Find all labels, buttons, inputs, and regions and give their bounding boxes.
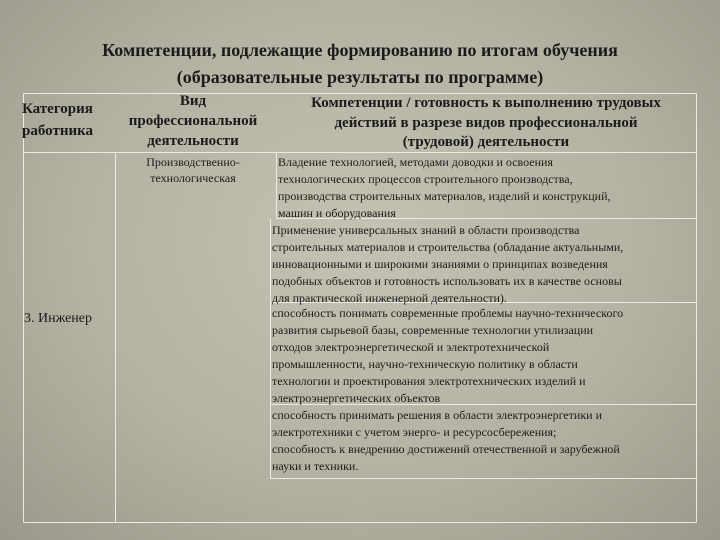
competency-line: инновационными и широкими знаниями о принципах возведения bbox=[272, 257, 608, 271]
activity-type-cell bbox=[118, 154, 268, 186]
title-line-1: Компетенции, подлежащие формированию по итогам обучения bbox=[102, 40, 618, 60]
header-competence-line: (трудовой) деятельности bbox=[402, 134, 570, 150]
competency-line: технологических процессов строительного производства, bbox=[278, 172, 573, 186]
competency-line: способность принимать решения в области электроэнергетики и bbox=[272, 408, 602, 422]
competency-line: Владение технологией, методами доводки и освоения bbox=[278, 155, 553, 169]
header-activity-line: профессиональной bbox=[128, 113, 258, 129]
header-activity-line: Вид bbox=[179, 93, 207, 109]
competency-cell bbox=[272, 222, 693, 307]
header-competence-line: Компетенции / готовность к выполнению трудовых bbox=[311, 95, 661, 111]
competency-cell bbox=[278, 154, 693, 222]
competency-line: Применение универсальных знаний в области производства bbox=[272, 223, 580, 237]
competency-line: способность понимать современные проблемы научно-технического bbox=[272, 306, 624, 320]
competency-line: способность к внедрению достижений отечественной и зарубежной bbox=[272, 442, 620, 456]
competency-cell bbox=[272, 407, 693, 475]
competency-line: отходов электроэнергетической и электротехнической bbox=[272, 340, 550, 354]
competency-line: промышленности, научно-техническую политику в области bbox=[272, 357, 578, 371]
header-competence bbox=[276, 94, 696, 153]
competency-line: технологии и проектирования электротехнических изделий и bbox=[272, 374, 586, 388]
competency-line: подобных объектов и готовность использовать их в качестве основы bbox=[272, 274, 622, 288]
slide-title bbox=[20, 37, 700, 91]
competency-line: для практической инженерной деятельности). bbox=[272, 291, 507, 305]
header-competence-line: действий в разрезе видов профессиональной bbox=[334, 114, 638, 131]
activity-line: Производственно- bbox=[146, 155, 240, 169]
competency-line: науки и техники. bbox=[272, 459, 359, 473]
competency-line: развития сырьевой базы, современные технологии утилизации bbox=[272, 323, 594, 337]
employee-category-cell: 3. Инженер bbox=[24, 311, 93, 326]
competency-line: машин и оборудования bbox=[278, 206, 396, 220]
header-activity bbox=[116, 91, 270, 151]
activity-line: технологическая bbox=[150, 171, 236, 185]
header-category bbox=[22, 98, 114, 142]
header-category-line: работника bbox=[22, 123, 94, 139]
competency-line: строительных материалов и строительства (обладание актуальными, bbox=[272, 240, 624, 254]
header-activity-line: деятельности bbox=[147, 133, 239, 149]
competency-line: производства строительных материалов, изделий и конструкций, bbox=[278, 189, 611, 203]
competency-line: электроэнергетических объектов bbox=[272, 391, 441, 405]
competency-cell bbox=[272, 305, 693, 407]
competency-line: электротехники с учетом энерго- и ресурсосбережения; bbox=[272, 425, 557, 439]
title-line-2: (образовательные результаты по программе) bbox=[176, 67, 544, 87]
header-category-line: Категория bbox=[22, 101, 93, 117]
